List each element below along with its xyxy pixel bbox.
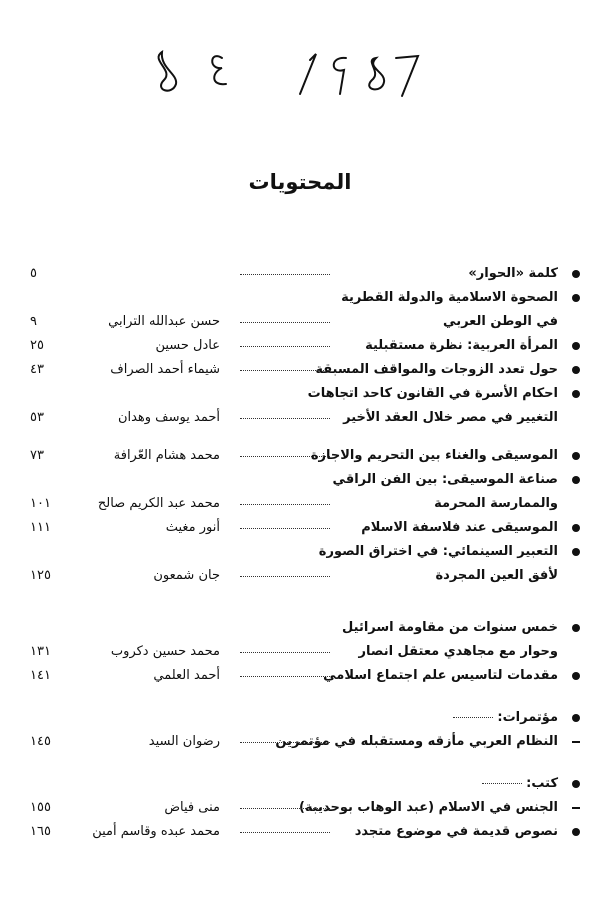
entry-title: التعبير السينمائي: في اختراق الصورة — [318, 544, 558, 559]
entry-title: خمس سنوات من مقاومة اسرائيل — [342, 620, 558, 635]
entry-title: التغيير في مصر خلال العقد الأخير — [343, 410, 558, 425]
entry-author: أنور مغيث — [165, 520, 220, 535]
dot-leader — [240, 832, 330, 833]
section-heading-text: مؤتمرات: — [453, 706, 558, 730]
toc-entry — [30, 616, 580, 640]
entry-title: الجنس في الاسلام (عبد الوهاب بوحديبة) — [298, 800, 558, 815]
bullet-icon — [572, 342, 580, 350]
entry-author: محمد هشام العّرافة — [113, 448, 220, 463]
page-number: ١٦٥ — [30, 824, 51, 839]
toc-entry — [30, 640, 580, 664]
dot-leader — [240, 274, 330, 275]
bullet-icon — [572, 366, 580, 374]
entry-author: حسن عبدالله الترابي — [108, 314, 220, 329]
dot-leader — [240, 808, 330, 809]
toc-entry — [30, 564, 580, 588]
dot-leader — [240, 576, 330, 577]
dot-leader — [240, 370, 330, 371]
toc-entry — [30, 358, 580, 382]
page-title: المحتويات — [248, 170, 352, 194]
bullet-icon — [572, 548, 580, 556]
page-number: ٥٣ — [30, 410, 44, 425]
entry-title: احكام الأسرة في القانون كاحد اتجاهات — [307, 386, 558, 401]
section-heading-books — [30, 772, 580, 796]
dot-leader — [240, 528, 330, 529]
toc-entry — [30, 796, 580, 820]
dot-leader — [240, 456, 330, 457]
toc-entry — [30, 516, 580, 540]
page-number: ٧٣ — [30, 448, 44, 463]
entry-author: رضوان السيد — [148, 734, 220, 749]
page-number: ١١١ — [30, 520, 51, 535]
bullet-icon — [572, 294, 580, 302]
handwritten-note-drawing — [150, 40, 450, 100]
dot-leader — [240, 504, 330, 505]
dash-icon — [572, 741, 580, 743]
entry-title: النظام العربي مأزقه ومستقبله في مؤتمرين — [275, 734, 558, 749]
toc-entry — [30, 468, 580, 492]
page-number: ٤٣ — [30, 362, 44, 377]
dot-leader — [240, 418, 330, 419]
page-number: ٢٥ — [30, 338, 44, 353]
entry-title: صناعة الموسيقى: بين الفن الراقي — [332, 472, 558, 487]
entry-author: جان شمعون — [153, 568, 220, 583]
bullet-icon — [572, 452, 580, 460]
bullet-icon — [572, 390, 580, 398]
entry-title: نصوص قديمة في موضوع متجدد — [354, 824, 558, 839]
dot-leader — [240, 346, 330, 347]
toc-entry — [30, 262, 580, 286]
entry-title: والممارسة المحرمة — [434, 496, 558, 511]
bullet-icon — [572, 270, 580, 278]
toc-entry — [30, 334, 580, 358]
entry-title: وحوار مع مجاهدي معتقل انصار — [358, 644, 558, 659]
dot-leader — [240, 742, 330, 743]
toc-entry — [30, 382, 580, 406]
bullet-icon — [572, 476, 580, 484]
entry-author: محمد عبد الكريم صالح — [97, 496, 220, 511]
page-number: ١٣١ — [30, 644, 51, 659]
toc-entry — [30, 406, 580, 430]
entry-author: محمد عبده وقاسم أمين — [92, 824, 220, 839]
toc-entry — [30, 286, 580, 310]
page-number: ٥ — [30, 266, 37, 281]
bullet-icon — [572, 672, 580, 680]
page-number: ١٢٥ — [30, 568, 51, 583]
entry-title: الصحوة الاسلامية والدولة القطرية — [341, 290, 558, 305]
toc-entry — [30, 730, 580, 754]
entry-title: حول تعدد الزوجات والمواقف المسبقة — [315, 362, 558, 377]
bullet-icon — [572, 714, 580, 722]
bullet-icon — [572, 624, 580, 632]
page-number: ١٠١ — [30, 496, 51, 511]
entry-author: أحمد يوسف وهدان — [117, 410, 220, 425]
toc-entry — [30, 492, 580, 516]
toc-entry — [30, 664, 580, 688]
toc-entry — [30, 820, 580, 844]
entry-title: كلمة «الحوار» — [468, 266, 558, 281]
table-of-contents — [30, 262, 580, 844]
entry-title: الموسيقى والغناء بين التحريم والاجازة — [310, 448, 558, 463]
entry-title: المرأة العربية: نظرة مستقبلية — [365, 338, 558, 353]
dot-leader — [240, 676, 330, 677]
dot-leader — [240, 322, 330, 323]
entry-author: شيماء أحمد الصراف — [110, 362, 220, 377]
toc-entry — [30, 540, 580, 564]
entry-author: منى فياض — [164, 800, 220, 815]
entry-title: لأفق العين المجردة — [435, 568, 558, 583]
page-number: ٩ — [30, 314, 37, 329]
bullet-icon — [572, 780, 580, 788]
page-number: ١٤٥ — [30, 734, 51, 749]
entry-author: محمد حسين دكروب — [110, 644, 220, 659]
section-heading-conferences — [30, 706, 580, 730]
bullet-icon — [572, 524, 580, 532]
bullet-icon — [572, 828, 580, 836]
entry-author: عادل حسين — [155, 338, 220, 353]
page-number: ١٥٥ — [30, 800, 51, 815]
dot-leader — [240, 652, 330, 653]
toc-entry — [30, 444, 580, 468]
toc-entry — [30, 310, 580, 334]
section-heading-text: كتب: — [482, 772, 558, 796]
dash-icon — [572, 807, 580, 809]
entry-title: مقدمات لتاسيس علم اجتماع اسلامي — [323, 668, 558, 683]
handwritten-note — [150, 40, 450, 100]
page-number: ١٤١ — [30, 668, 51, 683]
entry-author: أحمد العلمي — [153, 668, 220, 683]
entry-title: في الوطن العربي — [443, 314, 558, 329]
entry-title: الموسيقى عند فلاسفة الاسلام — [361, 520, 558, 535]
